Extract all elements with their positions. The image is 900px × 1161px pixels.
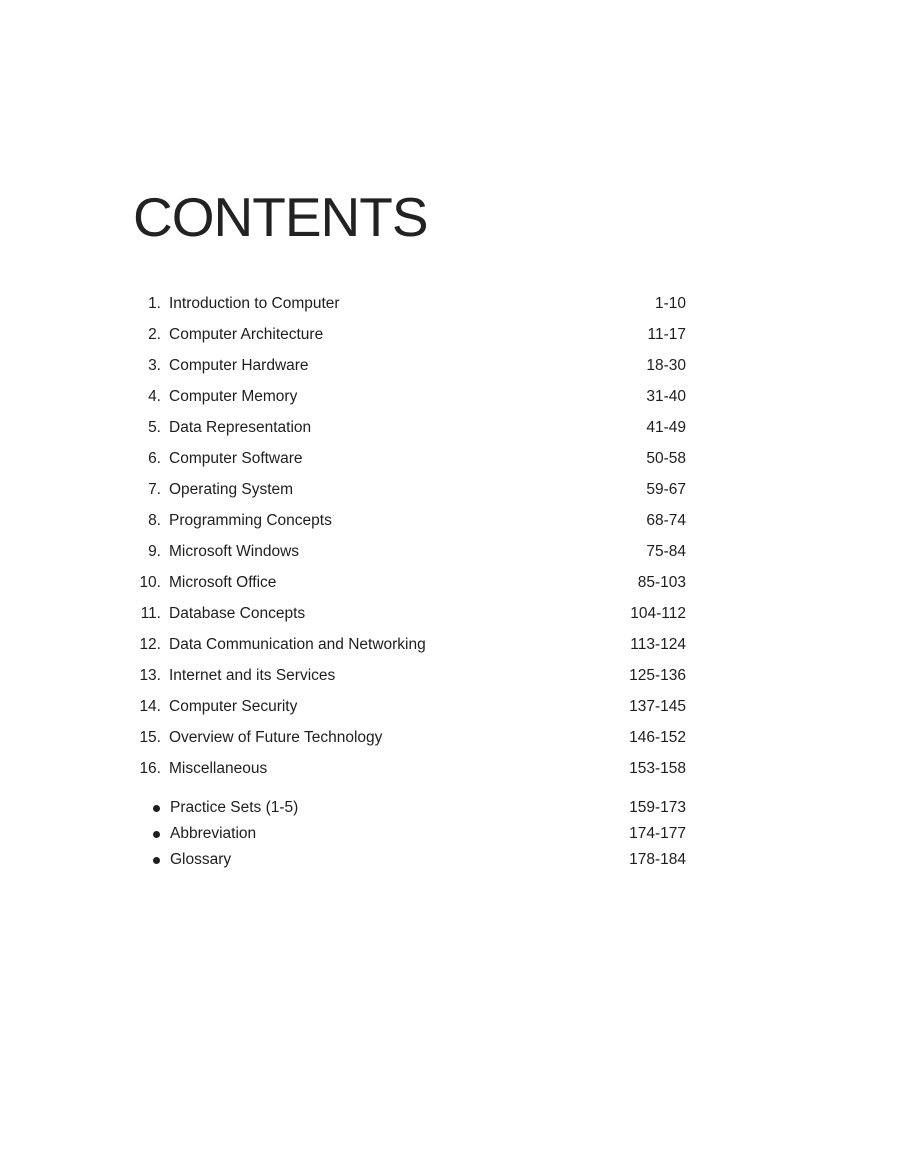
chapter-title: Computer Architecture (169, 326, 324, 343)
appendix-list (135, 795, 695, 873)
chapter-pages: 75-84 (646, 543, 686, 560)
chapter-number: 12. (139, 636, 161, 653)
chapter-number: 10. (139, 574, 161, 591)
chapter-pages: 18-30 (646, 357, 686, 374)
chapter-pages: 68-74 (646, 512, 686, 529)
chapter-title: Miscellaneous (169, 760, 268, 777)
chapter-row (135, 350, 695, 381)
chapter-pages: 59-67 (646, 481, 686, 498)
chapter-row (135, 505, 695, 536)
bullet-icon (153, 831, 160, 838)
appendix-pages: 159-173 (629, 799, 686, 816)
chapter-row (135, 474, 695, 505)
chapter-title: Introduction to Computer (169, 295, 340, 312)
chapter-row (135, 691, 695, 722)
appendix-row (135, 847, 695, 873)
chapter-pages: 113-124 (630, 636, 686, 653)
chapter-title: Computer Software (169, 450, 303, 467)
appendix-row (135, 821, 695, 847)
chapter-number: 5. (148, 419, 161, 436)
chapter-number: 15. (139, 729, 161, 746)
chapter-number: 7. (148, 481, 161, 498)
appendix-pages: 174-177 (629, 825, 686, 842)
chapter-row (135, 443, 695, 474)
chapter-row (135, 288, 695, 319)
chapter-number: 14. (139, 698, 161, 715)
chapter-pages: 41-49 (646, 419, 686, 436)
bullet-icon (153, 805, 160, 812)
chapter-row (135, 319, 695, 350)
chapter-title: Computer Hardware (169, 357, 309, 374)
chapter-row (135, 567, 695, 598)
chapter-title: Data Communication and Networking (169, 636, 426, 653)
chapter-row (135, 629, 695, 660)
chapter-pages: 137-145 (629, 698, 686, 715)
chapter-row (135, 753, 695, 784)
chapter-number: 2. (148, 326, 161, 343)
chapter-title: Database Concepts (169, 605, 306, 622)
chapter-number: 8. (148, 512, 161, 529)
appendix-title: Abbreviation (170, 825, 257, 842)
chapter-pages: 31-40 (646, 388, 686, 405)
chapter-title: Microsoft Windows (169, 543, 300, 560)
chapter-pages: 146-152 (629, 729, 686, 746)
chapter-pages: 153-158 (629, 760, 686, 777)
chapter-row (135, 660, 695, 691)
chapter-title: Microsoft Office (169, 574, 277, 591)
chapter-title: Programming Concepts (169, 512, 332, 529)
chapter-title: Overview of Future Technology (169, 729, 383, 746)
chapter-title: Computer Memory (169, 388, 298, 405)
appendix-title: Practice Sets (1-5) (170, 799, 299, 816)
chapter-pages: 85-103 (637, 574, 686, 591)
chapter-pages: 104-112 (630, 605, 686, 622)
chapter-number: 9. (148, 543, 161, 560)
chapter-row (135, 722, 695, 753)
chapter-title: Internet and its Services (169, 667, 336, 684)
chapter-list (135, 288, 695, 784)
appendix-row (135, 795, 695, 821)
page-title: CONTENTS (133, 186, 428, 248)
chapter-number: 3. (148, 357, 161, 374)
chapter-number: 16. (139, 760, 161, 777)
chapter-row (135, 381, 695, 412)
chapter-title: Data Representation (169, 419, 312, 436)
chapter-title: Computer Security (169, 698, 298, 715)
chapter-row (135, 412, 695, 443)
bullet-icon (153, 857, 160, 864)
chapter-number: 6. (148, 450, 161, 467)
chapter-number: 4. (148, 388, 161, 405)
appendix-pages: 178-184 (629, 851, 686, 868)
chapter-title: Operating System (169, 481, 294, 498)
chapter-number: 11. (140, 605, 161, 622)
appendix-title: Glossary (170, 851, 232, 868)
chapter-pages: 125-136 (629, 667, 686, 684)
chapter-row (135, 536, 695, 567)
chapter-number: 13. (139, 667, 161, 684)
chapter-pages: 1-10 (654, 295, 686, 312)
chapter-pages: 11-17 (647, 326, 686, 343)
chapter-pages: 50-58 (646, 450, 686, 467)
chapter-number: 1. (148, 295, 161, 312)
chapter-row (135, 598, 695, 629)
